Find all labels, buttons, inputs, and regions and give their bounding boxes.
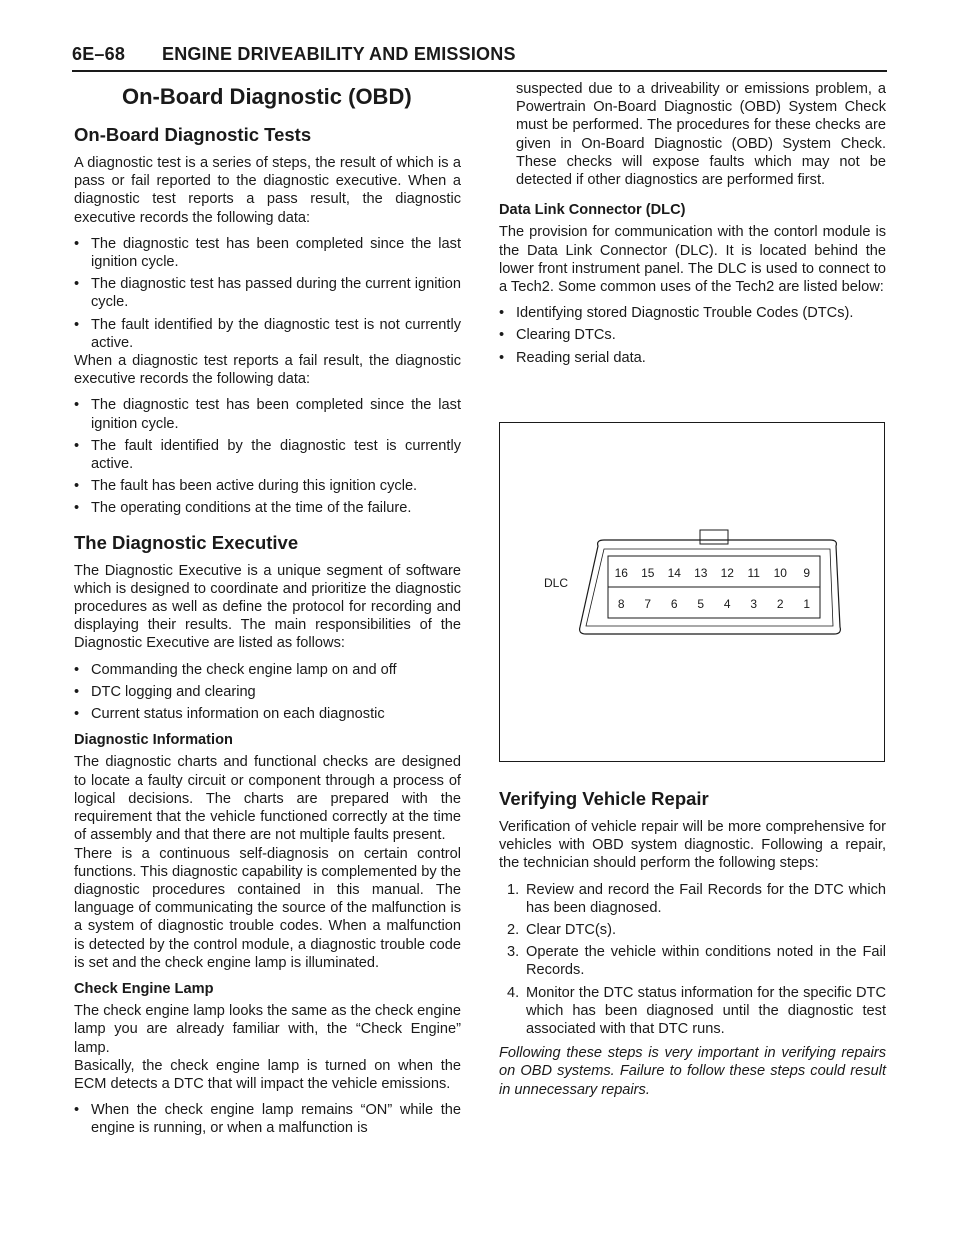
left-column	[74, 80, 461, 1146]
dlc-figure	[499, 422, 885, 762]
lamp-text-2: Basically, the check engine lamp is turned on when the ECM detects a DTC that will impact the vehicle emissions.	[74, 1057, 461, 1092]
list-item: • Reading serial data.	[499, 349, 886, 367]
lamp-list	[74, 1101, 461, 1137]
pin-2: 2	[776, 597, 784, 611]
list-item: • Identifying stored Diagnostic Trouble Codes (DTCs).	[499, 304, 886, 322]
dlc-heading: Data Link Connector (DLC)	[499, 202, 686, 219]
right-column	[499, 80, 886, 375]
right-column-lower	[499, 788, 886, 1107]
pin-5: 5	[697, 597, 705, 611]
dlc-connector-drawing	[500, 423, 886, 763]
list-item	[499, 984, 886, 1039]
executive-text: The Diagnostic Executive is a unique segment of software which is designed to coordinate and prioritize the diagnostic procedures as well as define the protocol for recording and displaying their results. The main responsibilities of the Diagnostic Executive are listed as follows:	[74, 562, 461, 652]
list-item	[499, 921, 886, 939]
fail-intro: When a diagnostic test reports a fail result, the diagnostic executive records the following data:	[74, 353, 461, 388]
list-item: • Commanding the check engine lamp on and off	[74, 661, 461, 679]
list-item: • When the check engine lamp remains “ON” while the engine is running, or when a malfunction is	[74, 1101, 461, 1137]
pin-11: 11	[747, 566, 760, 580]
section-title: ENGINE DRIVEABILITY AND EMISSIONS	[162, 44, 516, 64]
page-number: 6E–68	[72, 44, 126, 64]
step-text: Operate the vehicle within conditions noted in the Fail Records.	[526, 944, 886, 979]
list-item	[499, 943, 886, 979]
list-item: • The fault identified by the diagnostic test is not currently active.	[74, 316, 461, 352]
step-number: 2.	[507, 922, 520, 939]
list-item: • The fault has been active during this ignition cycle.	[74, 477, 461, 495]
list-item: • DTC logging and clearing	[74, 683, 461, 701]
list-item: • Clearing DTCs.	[499, 326, 886, 344]
tests-intro: A diagnostic test is a series of steps, the result of which is a pass or fail reported to the diagnostic executive. When a diagnostic test reports a pass result, the diagnostic executive records the following data:	[74, 155, 461, 226]
list-item: • Current status information on each diagnostic	[74, 705, 461, 723]
pin-16: 16	[614, 566, 628, 580]
page-header	[72, 44, 887, 74]
pin-6: 6	[670, 597, 678, 611]
pass-list	[74, 235, 461, 352]
executive-heading: The Diagnostic Executive	[74, 531, 299, 553]
fail-list	[74, 396, 461, 517]
page-title: On-Board Diagnostic (OBD)	[122, 84, 412, 109]
list-item: • The diagnostic test has been completed since the last ignition cycle.	[74, 235, 461, 271]
info-text-1: The diagnostic charts and functional checks are designed to locate a faulty circuit or component through a process of logical decisions. The charts are prepared with the requirement that the vehicle functioned correctly at the time of assembly and that there are not multiple faults present.	[74, 754, 461, 844]
pin-15: 15	[641, 566, 655, 580]
pin-8: 8	[617, 597, 625, 611]
pin-14: 14	[667, 566, 681, 580]
step-text: Clear DTC(s).	[526, 922, 616, 939]
lamp-text-1: The check engine lamp looks the same as the check engine lamp you are already familiar with, the “Check Engine” lamp.	[74, 1003, 461, 1056]
continued-text: suspected due to a driveability or emissions problem, a Powertrain On-Board Diagnostic (OBD) System Check must be performed. The procedures for these checks are given in On-Board Diagnostic (OBD) System Check. These checks will expose faults which may not be detected if other diagnostics are performed first.	[516, 81, 886, 189]
verify-steps	[499, 881, 886, 1039]
verify-text: Verification of vehicle repair will be more comprehensive for vehicles with OBD system diagnostic. Following a repair, the technician should perform the following steps:	[499, 819, 886, 872]
closing-note: Following these steps is very important in verifying repairs on OBD systems. Failure to follow these steps could result in unnecessary repairs.	[499, 1045, 886, 1098]
info-heading: Diagnostic Information	[74, 732, 233, 749]
list-item: • The diagnostic test has passed during the current ignition cycle.	[74, 275, 461, 311]
dlc-text: The provision for communication with the contorl module is the Data Link Connector (DLC). It is located behind the lower front instrument panel. The DLC is used to connect to a Tech2. Some common uses of the Tech2 are listed below:	[499, 224, 886, 296]
connector-key	[700, 530, 728, 544]
pin-9: 9	[803, 566, 811, 580]
lamp-heading: Check Engine Lamp	[74, 980, 214, 997]
verify-heading: Verifying Vehicle Repair	[499, 788, 709, 809]
info-text-2: There is a continuous self-diagnosis on certain control functions. This diagnostic capability is complemented by the diagnostic procedures contained in this manual. The language of communicating the source of the malfunction is a system of diagnostic trouble codes. When a malfunction is detected by the control module, a diagnostic trouble code is set and the check engine lamp is illuminated.	[74, 845, 461, 971]
step-number: 3.	[507, 944, 520, 961]
step-text: Monitor the DTC status information for the specific DTC which has been diagnosed until the diagnostic test associated with that DTC runs.	[526, 984, 886, 1038]
executive-list	[74, 661, 461, 724]
list-item: • The diagnostic test has been completed since the last ignition cycle.	[74, 396, 461, 432]
pin-13: 13	[694, 566, 708, 580]
pin-3: 3	[750, 597, 758, 611]
pin-7: 7	[644, 597, 652, 611]
list-item: • The operating conditions at the time of the failure.	[74, 499, 461, 517]
pin-1: 1	[803, 597, 811, 611]
header-rule	[72, 70, 887, 72]
step-number: 1.	[507, 881, 520, 898]
pin-4: 4	[723, 597, 731, 611]
pin-12: 12	[720, 566, 734, 580]
tests-heading: On-Board Diagnostic Tests	[74, 124, 312, 145]
list-item	[499, 881, 886, 917]
pin-10: 10	[773, 566, 787, 580]
step-number: 4.	[507, 984, 520, 1001]
list-item: • The fault identified by the diagnostic test is currently active.	[74, 437, 461, 473]
step-text: Review and record the Fail Records for the DTC which has been diagnosed.	[526, 881, 886, 916]
dlc-list	[499, 304, 886, 367]
dlc-label: DLC	[544, 576, 569, 590]
